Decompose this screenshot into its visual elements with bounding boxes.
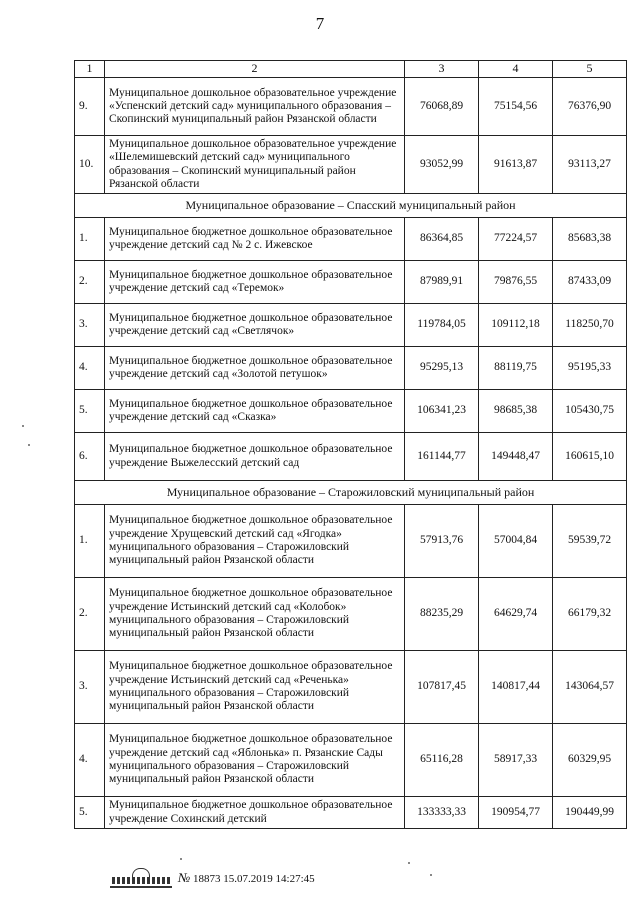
table-row [75,578,627,651]
value-col-5: 93113,27 [553,136,627,194]
table-row [75,724,627,797]
row-number: 1. [75,218,105,261]
value-col-3: 119784,05 [405,304,479,347]
row-number: 4. [75,347,105,390]
institution-name: Муниципальное бюджетное дошкольное образовательное учреждение детский сад «Сказка» [105,390,405,433]
value-col-4: 109112,18 [479,304,553,347]
row-number: 3. [75,651,105,724]
row-number: 9. [75,78,105,136]
institution-name: Муниципальное бюджетное дошкольное образовательное учреждение детский сад «Золотой петушок» [105,347,405,390]
value-col-4: 140817,44 [479,651,553,724]
table-row [75,304,627,347]
value-col-4: 79876,55 [479,261,553,304]
value-col-5: 85683,38 [553,218,627,261]
institution-name: Муниципальное бюджетное дошкольное образовательное учреждение Истьинский детский сад «Реченька» муниципального образования – Старожиловский муниципальный район Рязанской области [105,651,405,724]
row-number: 3. [75,304,105,347]
value-col-4: 57004,84 [479,505,553,578]
value-col-4: 58917,33 [479,724,553,797]
registration-text: 18873 15.07.2019 14:27:45 [193,873,315,885]
value-col-3: 106341,23 [405,390,479,433]
value-col-3: 161144,77 [405,433,479,481]
column-header: 2 [105,61,405,78]
value-col-3: 87989,91 [405,261,479,304]
institution-name: Муниципальное дошкольное образовательное учреждение «Успенский детский сад» муниципального образования – Скопинский муниципальный район Рязанской области [105,78,405,136]
section-row [75,481,627,505]
value-col-4: 190954,77 [479,797,553,829]
table-row [75,261,627,304]
value-col-5: 118250,70 [553,304,627,347]
value-col-4: 77224,57 [479,218,553,261]
value-col-5: 160615,10 [553,433,627,481]
group-skopinsky [75,78,627,194]
table-row [75,78,627,136]
institution-name: Муниципальное бюджетное дошкольное образовательное учреждение детский сад «Яблонька» п. Рязанские Сады муниципального образования – Старожиловский муниципальный район Рязанской области [105,724,405,797]
document-footer [110,868,315,888]
value-col-5: 60329,95 [553,724,627,797]
institution-name: Муниципальное бюджетное дошкольное образовательное учреждение Сохинский детский [105,797,405,829]
table-header-row [75,61,627,78]
institution-name: Муниципальное бюджетное дошкольное образовательное учреждение детский сад «Светлячок» [105,304,405,347]
table-row [75,651,627,724]
section-row [75,194,627,218]
value-col-4: 91613,87 [479,136,553,194]
column-header: 5 [553,61,627,78]
value-col-4: 75154,56 [479,78,553,136]
row-number: 10. [75,136,105,194]
section-title: Муниципальное образование – Спасский муниципальный район [75,194,627,218]
table-row [75,347,627,390]
registry-logo-icon [110,868,172,888]
table-row [75,218,627,261]
value-col-5: 190449,99 [553,797,627,829]
value-col-4: 64629,74 [479,578,553,651]
value-col-3: 95295,13 [405,347,479,390]
institution-name: Муниципальное бюджетное дошкольное образовательное учреждение Выжелесский детский сад [105,433,405,481]
table-row [75,505,627,578]
group-spassky [75,218,627,481]
value-col-3: 133333,33 [405,797,479,829]
row-number: 2. [75,578,105,651]
value-col-5: 59539,72 [553,505,627,578]
value-col-5: 76376,90 [553,78,627,136]
value-col-3: 65116,28 [405,724,479,797]
value-col-5: 66179,32 [553,578,627,651]
table-row [75,797,627,829]
document-registration [178,870,315,886]
page-number: 7 [315,14,325,33]
row-number: 4. [75,724,105,797]
institution-name: Муниципальное бюджетное дошкольное образовательное учреждение Истьинский детский сад «Колобок» муниципального образования – Старожиловский муниципальный район Рязанской области [105,578,405,651]
institution-name: Муниципальное бюджетное дошкольное образовательное учреждение детский сад «Теремок» [105,261,405,304]
row-number: 5. [75,390,105,433]
data-table [74,60,627,829]
table-row [75,433,627,481]
value-col-3: 107817,45 [405,651,479,724]
value-col-3: 86364,85 [405,218,479,261]
row-number: 5. [75,797,105,829]
row-number: 6. [75,433,105,481]
number-sign: № [178,870,191,885]
institution-name: Муниципальное дошкольное образовательное учреждение «Шелемишевский детский сад» муниципального образования – Скопинский муниципальный район Рязанской области [105,136,405,194]
institution-name: Муниципальное бюджетное дошкольное образовательное учреждение детский сад № 2 с. Ижевское [105,218,405,261]
column-header: 1 [75,61,105,78]
value-col-4: 88119,75 [479,347,553,390]
value-col-5: 105430,75 [553,390,627,433]
value-col-5: 143064,57 [553,651,627,724]
row-number: 2. [75,261,105,304]
column-header: 4 [479,61,553,78]
table-row [75,136,627,194]
table-row [75,390,627,433]
group-starozhilovsky [75,505,627,829]
value-col-4: 98685,38 [479,390,553,433]
value-col-3: 88235,29 [405,578,479,651]
institution-name: Муниципальное бюджетное дошкольное образовательное учреждение Хрущевский детский сад «Ягодка» муниципального образования – Старожиловский муниципальный район Рязанской области [105,505,405,578]
value-col-5: 95195,33 [553,347,627,390]
value-col-3: 93052,99 [405,136,479,194]
section-title: Муниципальное образование – Старожиловский муниципальный район [75,481,627,505]
value-col-3: 57913,76 [405,505,479,578]
value-col-3: 76068,89 [405,78,479,136]
column-header: 3 [405,61,479,78]
value-col-4: 149448,47 [479,433,553,481]
row-number: 1. [75,505,105,578]
value-col-5: 87433,09 [553,261,627,304]
